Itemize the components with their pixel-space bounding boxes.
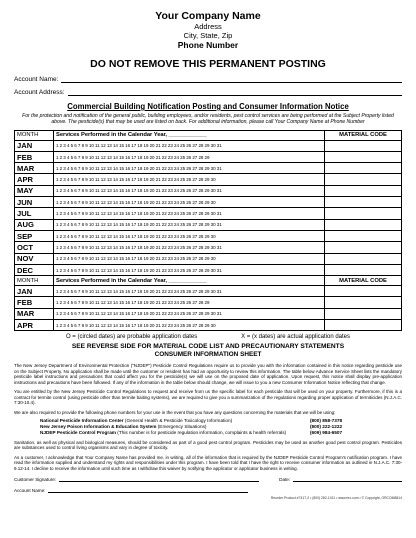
account-name-line[interactable] [61,75,402,83]
company-city-state-zip: City, State, Zip [183,31,233,40]
month-days[interactable]: 1 2 3 4 5 6 7 8 9 10 11 12 13 14 15 16 17 18 19 20 21 22 23 24 25 26 27 28 29 [54,151,325,162]
month-row [15,286,402,297]
contact-name: National Pesticide Information Center [40,418,124,424]
material-code-header: MATERIAL CODE [325,276,402,286]
month-row [15,174,402,185]
month-days[interactable]: 1 2 3 4 5 6 7 8 9 10 11 12 13 14 15 16 17 18 19 20 21 22 23 24 25 26 27 28 29 30 31 [54,185,325,196]
services-header: Services Performed in the Calendar Year, ____________ [54,130,325,140]
material-code-cell[interactable] [325,297,402,308]
material-code-cell[interactable] [325,163,402,174]
contact-name: New Jersey Poison Information & Education System [40,424,157,430]
month-days[interactable]: 1 2 3 4 5 6 7 8 9 10 11 12 13 14 15 16 17 18 19 20 21 22 23 24 25 26 27 28 29 30 [54,230,325,241]
month-row [15,242,402,253]
page-title: DO NOT REMOVE THIS PERMANENT POSTING [90,58,326,70]
material-code-cell[interactable] [325,219,402,230]
account-address-line[interactable] [68,88,402,96]
month-label: JUL [15,208,54,219]
date-line[interactable] [293,476,402,482]
material-code-cell[interactable] [325,242,402,253]
services-header: Services Performed in the Calendar Year, ____________ [54,276,325,286]
month-label: FEB [15,151,54,162]
account-name-sig-label: Account Name: [14,488,46,494]
account-name-sig-line[interactable] [48,487,248,493]
material-code-cell[interactable] [325,197,402,208]
month-label: AUG [15,219,54,230]
notice-intro: For the protection and notification of the general public, building employees, and/or residents, pest control services are being performed at the Subject Property listed above. The pesticide(s) that may be used are listed on back. For additional information, please call Your Company Name at Phone Number [22,113,394,126]
material-code-cell[interactable] [325,185,402,196]
month-row [15,320,402,331]
month-row [15,197,402,208]
month-days[interactable]: 1 2 3 4 5 6 7 8 9 10 11 12 13 14 15 16 17 18 19 20 21 22 23 24 25 26 27 28 29 30 31 [54,163,325,174]
contact-phone: (800) 222-1222 [310,424,343,430]
month-label: NOV [15,253,54,264]
month-label: MAY [15,185,54,196]
month-row [15,208,402,219]
company-phone: Phone Number [177,40,239,50]
service-calendar-table [14,130,402,332]
month-label: FEB [15,297,54,308]
material-code-cell[interactable] [325,174,402,185]
calendar-header-row [15,130,402,140]
month-header: MONTH [15,276,54,286]
material-code-cell[interactable] [325,140,402,151]
legend-x: X = (x dates) are actual application dates [241,334,351,341]
month-header: MONTH [15,130,54,140]
month-row [15,264,402,275]
company-address: Address [194,22,222,31]
customer-signature-line[interactable] [59,476,259,482]
month-row [15,185,402,196]
paragraph-sanitation: Sanitation, as well as physical and biological measures, should be considered as part of a good pest control program. Pesticides may be used as another good pest control program. Pesticides are substances used to control living organisms and vary in degree of toxicity. [14,439,402,451]
month-days[interactable]: 1 2 3 4 5 6 7 8 9 10 11 12 13 14 15 16 17 18 19 20 21 22 23 24 25 26 27 28 29 30 [54,253,325,264]
material-code-cell[interactable] [325,320,402,331]
month-row [15,219,402,230]
month-label: JAN [15,140,54,151]
contact-row [40,430,402,436]
month-row [15,230,402,241]
service-calendar-body [15,130,402,331]
contact-desc: (This number is for pesticide regulation information, complaints & health referrals) [117,429,287,435]
month-label: JAN [15,286,54,297]
reorder-footer: Reorder Product #7417-2 • (800) 282-1011 • www.reo.com • © Copyright, ORCOM8814 [270,496,402,501]
paragraph-entitled: You are entitled by the New Jersey Pesticide Control Regulations to request and receive from us the specific label for each pesticide that will be used on your property. Furthermore, if this is a contract for termite control (using pesticide other than termite baiting systems), we are required to give you a summarization of the regulations regarding proper application of termiticides (N.J.A.C. 7:30-10.4). [14,389,402,406]
consumer-info-heading: CONSUMER INFORMATION SHEET [154,351,262,359]
month-label: JUN [15,197,54,208]
account-name-field[interactable] [14,74,402,83]
month-row [15,308,402,319]
month-days[interactable]: 1 2 3 4 5 6 7 8 9 10 11 12 13 14 15 16 17 18 19 20 21 22 23 24 25 26 27 28 29 30 31 [54,219,325,230]
material-code-cell[interactable] [325,264,402,275]
month-label: APR [15,174,54,185]
month-label: MAR [15,163,54,174]
material-code-cell[interactable] [325,286,402,297]
company-name: Your Company Name [155,10,261,22]
month-days[interactable]: 1 2 3 4 5 6 7 8 9 10 11 12 13 14 15 16 17 18 19 20 21 22 23 24 25 26 27 28 29 30 31 [54,264,325,275]
date-label: Date: [279,477,291,483]
see-reverse-notice: SEE REVERSE SIDE FOR MATERIAL CODE LIST AND PRECAUTIONARY STATEMENTS [71,343,345,351]
account-address-label: Account Address: [14,89,65,96]
material-code-cell[interactable] [325,308,402,319]
month-row [15,297,402,308]
calendar-header-row [15,276,402,286]
account-name-sig-row [14,487,402,493]
notice-subtitle: Commercial Building Notification Posting and Consumer Information Notice [67,102,349,111]
month-days[interactable]: 1 2 3 4 5 6 7 8 9 10 11 12 13 14 15 16 17 18 19 20 21 22 23 24 25 26 27 28 29 30 31 [54,242,325,253]
month-days[interactable]: 1 2 3 4 5 6 7 8 9 10 11 12 13 14 15 16 17 18 19 20 21 22 23 24 25 26 27 28 29 30 31 [54,286,325,297]
month-label: OCT [15,242,54,253]
month-days[interactable]: 1 2 3 4 5 6 7 8 9 10 11 12 13 14 15 16 17 18 19 20 21 22 23 24 25 26 27 28 29 [54,297,325,308]
paragraph-phone-numbers: We are also required to provide the following phone numbers for your use in the event that you have any questions concerning the materials that we will be using: [14,409,336,415]
month-label: DEC [15,264,54,275]
signature-row [14,476,402,482]
material-code-cell[interactable] [325,151,402,162]
material-code-cell[interactable] [325,208,402,219]
month-row [15,253,402,264]
month-label: MAR [15,308,54,319]
material-code-cell[interactable] [325,253,402,264]
month-row [15,163,402,174]
paragraph-regulations: The New Jersey Department of Environmental Protection ("NJDEP") Pesticide Control Regulations require us to provide you with the information contained in this notice regarding pesticide use on the Subject Property. No application shall be made until the customer or resident has had an opportunity to review this information. The table below Advance Service Sheet lists the mandatory pesticide label instructions and precautions that could affect you for the pesticide(s) we will use on the proposed date of application. Upon request, this notice shall display pre-application instructions and precautions have been followed. If any of the information in the table below should change, we will issue to you a new Consumer Information Notice reflecting that change. [14,363,402,385]
contact-desc: (General Health & Pesticide Toxicology Information) [124,418,233,424]
contact-list [14,418,402,435]
paragraph-acknowledgement: As a customer, I acknowledge that Your Company Name has provided me, in writing, all of the information that is required by the NJDEP Pesticide Control Program's notification program. I have read the information supplied and understand my rights and responsibilities under this program. I have been told that I have the right to receive consumer information as outlined in N.J.A.C. 7:30-9.12-14. I decline to receive the information until such time as I withdraw this waiver by notifying the applicator or applicator business in writing. [14,454,402,471]
month-row [15,151,402,162]
contact-label [40,430,310,436]
account-name-label: Account Name: [14,76,59,83]
account-address-field[interactable] [14,87,402,96]
month-days[interactable]: 1 2 3 4 5 6 7 8 9 10 11 12 13 14 15 16 17 18 19 20 21 22 23 24 25 26 27 28 29 30 31 [54,140,325,151]
month-days[interactable]: 1 2 3 4 5 6 7 8 9 10 11 12 13 14 15 16 17 18 19 20 21 22 23 24 25 26 27 28 29 30 [54,197,325,208]
contact-phone: (800) 858-7378 [310,418,343,424]
company-header [14,11,402,50]
month-days[interactable]: 1 2 3 4 5 6 7 8 9 10 11 12 13 14 15 16 17 18 19 20 21 22 23 24 25 26 27 28 29 30 [54,174,325,185]
contact-phone: (609) 984-6507 [310,429,343,435]
contact-name: NJDEP Pesticide Control Program [40,429,116,435]
material-code-header: MATERIAL CODE [325,130,402,140]
material-code-cell[interactable] [325,230,402,241]
customer-signature-label: Customer Signature: [14,477,57,483]
month-label: APR [15,320,54,331]
month-row [15,140,402,151]
month-days[interactable]: 1 2 3 4 5 6 7 8 9 10 11 12 13 14 15 16 17 18 19 20 21 22 23 24 25 26 27 28 29 30 [54,320,325,331]
month-days[interactable]: 1 2 3 4 5 6 7 8 9 10 11 12 13 14 15 16 17 18 19 20 21 22 23 24 25 26 27 28 29 30 31 [54,308,325,319]
calendar-legend [14,334,402,340]
month-label: SEP [15,230,54,241]
month-days[interactable]: 1 2 3 4 5 6 7 8 9 10 11 12 13 14 15 16 17 18 19 20 21 22 23 24 25 26 27 28 29 30 31 [54,208,325,219]
legend-circled: O = (circled dates) are probable application dates [65,334,198,341]
contact-desc: (Emergency Situations) [157,424,207,430]
